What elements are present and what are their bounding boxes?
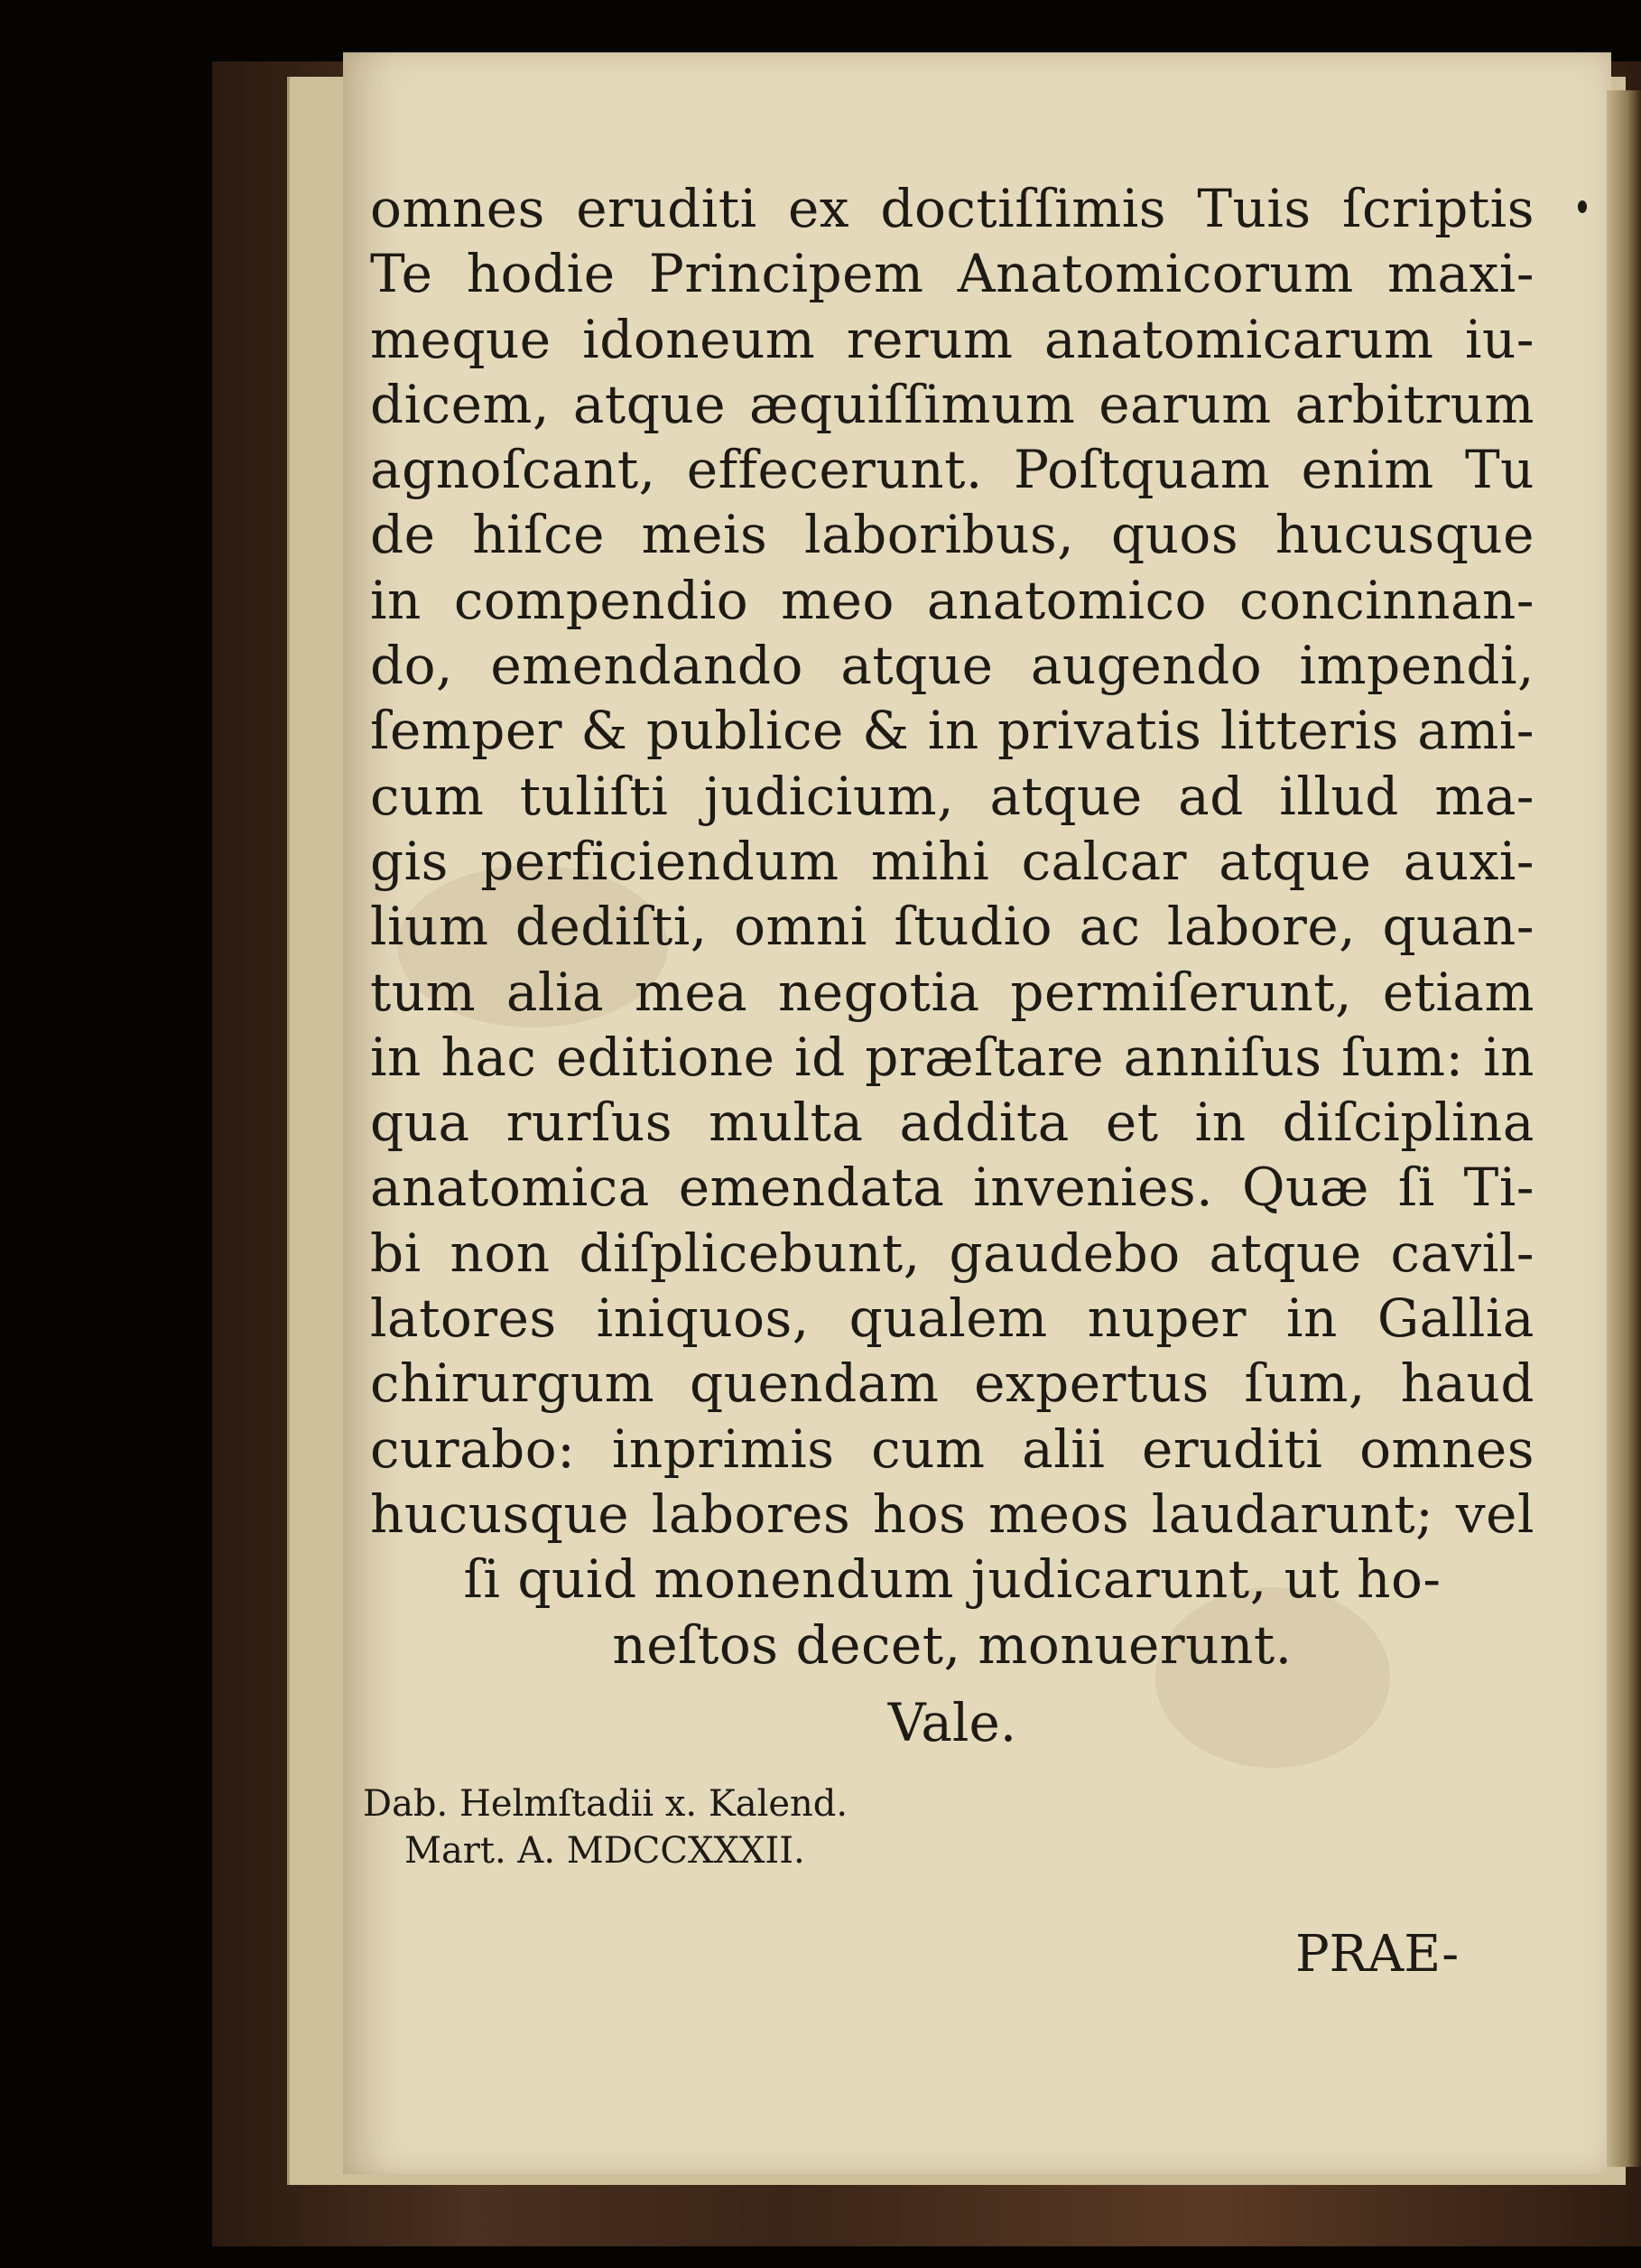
text-line: gis perficiendum mihi calcar atque auxi- (370, 830, 1534, 892)
dateline-2: Mart. A. MDCCXXXII. (404, 1830, 805, 1872)
text-line: qua rurſus multa addita et in diſciplina (370, 1092, 1534, 1154)
text-line: tum alia mea negotia permiſerunt, etiam (370, 961, 1534, 1023)
text-line: latores iniquos, qualem nuper in Gallia (370, 1287, 1534, 1350)
salutation: Vale. (887, 1692, 1017, 1753)
text-line: Te hodie Principem Anatomicorum maxi- (370, 243, 1534, 305)
catchword: PRAE- (1295, 1925, 1460, 1984)
closing-line: neſtos decet, monuerunt. (612, 1613, 1293, 1676)
text-line: omnes eruditi ex doctiſſimis Tuis ſcriptis (370, 178, 1534, 239)
text-line: anatomica emendata invenies. Quæ ſi Ti- (370, 1157, 1534, 1219)
text-line: lium dediſti, omni ſtudio ac labore, quan- (370, 896, 1534, 958)
text-line: curabo: inprimis cum alii eruditi omnes (370, 1418, 1534, 1480)
text-line: dicem, atque æquiſſimum earum arbitrum (370, 373, 1534, 435)
text-line: ſemper & publice & in privatis litteris ami- (370, 700, 1534, 762)
text-line: hucusque labores hos meos laudarunt; vel (370, 1483, 1534, 1545)
text-line: do, emendando atque augendo impendi, (370, 635, 1534, 697)
text-line: meque idoneum rerum anatomicarum iu- (370, 308, 1534, 370)
page-edge (1607, 90, 1641, 2167)
text-line: in compendio meo anatomico concinnan- (370, 569, 1534, 631)
closing-line: ſi quid monendum judicarunt, ut ho- (463, 1548, 1442, 1611)
text-line: bi non diſplicebunt, gaudebo atque cavil- (370, 1222, 1534, 1284)
body-text (370, 176, 1534, 1678)
text-line: cum tuliſti judicium, atque ad illud ma- (370, 765, 1534, 827)
text-line: agnoſcant, effecerunt. Poſtquam enim Tu (370, 439, 1534, 501)
text-line: chirurgum quendam expertus ſum, haud (370, 1352, 1534, 1415)
margin-mark (1578, 200, 1587, 213)
text-line: de hiſce meis laboribus, quos hucusque (370, 504, 1534, 566)
dateline-1: Dab. Helmſtadii x. Kalend. (363, 1783, 848, 1825)
text-line: in hac editione id præſtare anniſus ſum: in (370, 1026, 1534, 1088)
